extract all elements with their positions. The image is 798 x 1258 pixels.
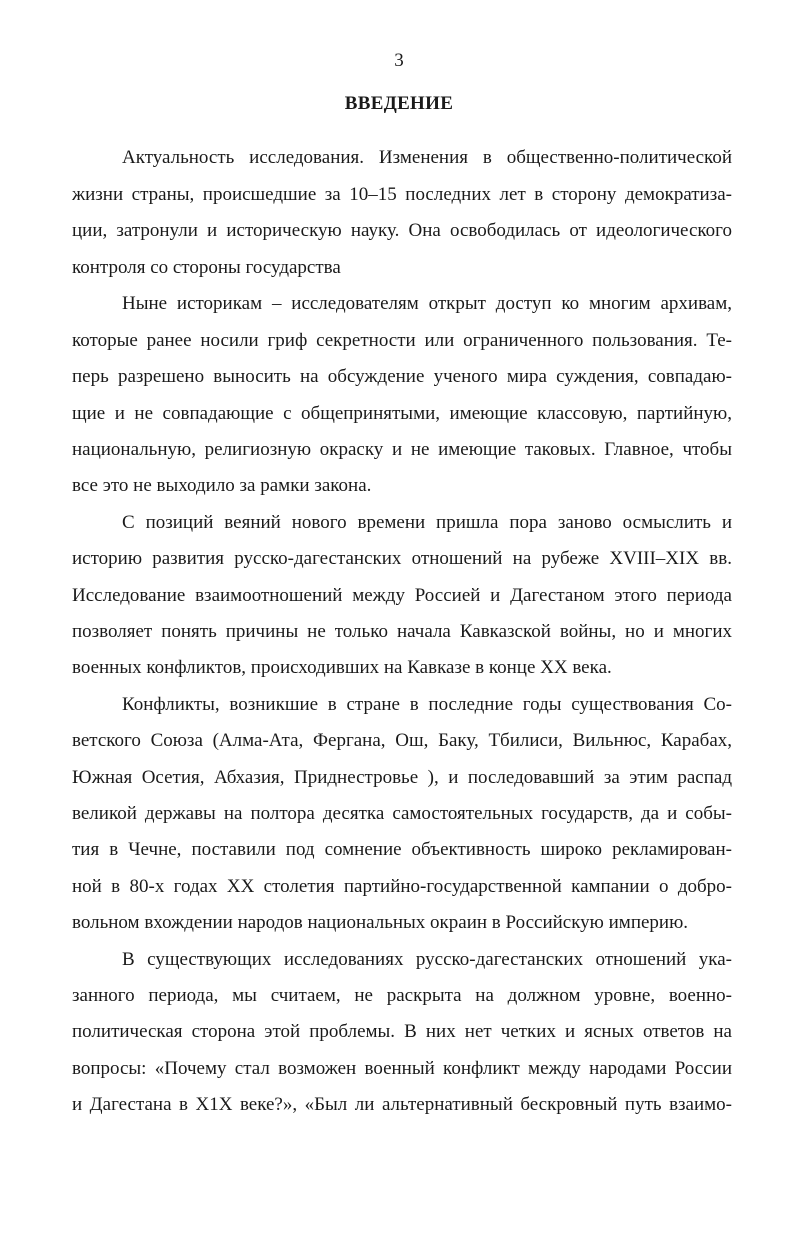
paragraph-4-line-2: ветского Союза (Алма-Ата, Фергана, Ош, Баку, Тбилиси, Вильнюс, Карабах,	[72, 730, 732, 751]
paragraph-2-line-6: все это не выходило за рамки закона.	[72, 475, 372, 496]
paragraph-4-line-3: Южная Осетия, Абхазия, Приднестровье ), и последовавший за этим распад	[72, 767, 732, 788]
paragraph-2-line-2: которые ранее носили гриф секретности или ограниченного пользования. Те-	[72, 330, 732, 351]
paragraph-2-line-4: щие и не совпадающие с общепринятыми, имеющие классовую, партийную,	[72, 403, 732, 424]
paragraph-4-line-4: великой державы на полтора десятка самостоятельных государств, да и собы-	[72, 803, 732, 824]
paragraph-2-line-3: перь разрешено выносить на обсуждение ученого мира суждения, совпадаю-	[72, 366, 732, 387]
paragraph-5-line-2: занного периода, мы считаем, не раскрыта на должном уровне, военно-	[72, 985, 732, 1006]
paragraph-2-line-1: Ныне историкам – исследователям открыт доступ ко многим архивам,	[122, 293, 732, 314]
paragraph-1-line-4: контроля со стороны государства	[72, 257, 341, 278]
paragraph-3-line-5: военных конфликтов, происходивших на Кавказе в конце XX века.	[72, 657, 612, 678]
paragraph-4-line-5: тия в Чечне, поставили под сомнение объективность широко рекламирован-	[72, 839, 732, 860]
paragraph-4-line-1: Конфликты, возникшие в стране в последние годы существования Со-	[122, 694, 732, 715]
paragraph-1-line-2: жизни страны, происшедшие за 10–15 последних лет в сторону демократиза-	[72, 184, 732, 205]
paragraph-5-line-3: политическая сторона этой проблемы. В них нет четких и ясных ответов на	[72, 1021, 732, 1042]
paragraph-4-line-6: ной в 80-х годах XX столетия партийно-государственной кампании о добро-	[72, 876, 732, 897]
paragraph-2-line-5: национальную, религиозную окраску и не имеющие таковых. Главное, чтобы	[72, 439, 732, 460]
paragraph-5-line-5: и Дагестана в X1X веке?», «Был ли альтернативный бескровный путь взаимо-	[72, 1094, 732, 1115]
page-number: 3	[394, 50, 404, 71]
paragraph-5-line-1: В существующих исследованиях русско-дагестанских отношений ука-	[122, 949, 732, 970]
paragraph-3-line-2: историю развития русско-дагестанских отношений на рубеже XVIII–XIX вв.	[72, 548, 732, 569]
paragraph-1-line-3: ции, затронули и историческую науку. Она освободилась от идеологического	[72, 220, 732, 241]
paragraph-1-line-1: Актуальность исследования. Изменения в общественно-политической	[122, 147, 732, 168]
paragraph-3-line-3: Исследование взаимоотношений между Россией и Дагестаном этого периода	[72, 585, 732, 606]
paragraph-3-line-1: С позиций веяний нового времени пришла пора заново осмыслить и	[122, 512, 732, 533]
paragraph-5-line-4: вопросы: «Почему стал возможен военный конфликт между народами России	[72, 1058, 732, 1079]
section-heading: ВВЕДЕНИЕ	[344, 93, 454, 114]
paragraph-4-line-7: вольном вхождении народов национальных окраин в Российскую империю.	[72, 912, 689, 933]
paragraph-3-line-4: позволяет понять причины не только начала Кавказской войны, но и многих	[72, 621, 732, 642]
